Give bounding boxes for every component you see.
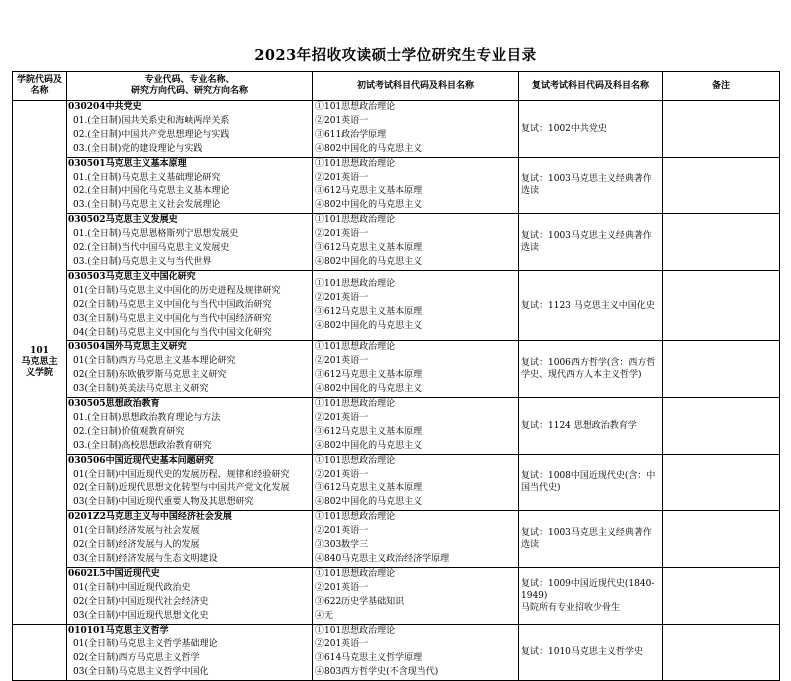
initial-exam-cell bbox=[313, 624, 519, 681]
major-cell bbox=[67, 567, 313, 624]
college-name: 义学院 bbox=[25, 367, 53, 378]
exam-subject: ②201英语一 bbox=[315, 639, 369, 650]
research-direction: 02(全日制)经济发展与人的发展 bbox=[73, 540, 200, 551]
table-row bbox=[13, 454, 780, 511]
header-retest: 复试考试科目代码及科目名称 bbox=[519, 72, 663, 101]
research-direction: 02(全日制)近现代思想文化转型与中国共产党文化发展 bbox=[73, 483, 290, 494]
page-title: 2023年招收攻读硕士学位研究生专业目录 bbox=[254, 47, 537, 64]
research-direction: 01(全日制)经济发展与社会发展 bbox=[73, 526, 200, 537]
exam-subject: ①101思想政治理论 bbox=[315, 568, 396, 579]
research-direction: 01(全日制)马克思主义中国化的历史进程及规律研究 bbox=[73, 285, 281, 296]
research-direction: 01(全日制)中国近现代政治史 bbox=[73, 582, 191, 593]
major-title: 010101马克思主义哲学 bbox=[68, 625, 169, 636]
exam-subject: ④802中国化的马克思主义 bbox=[315, 256, 423, 267]
research-direction: 03(全日制)经济发展与生态文明建设 bbox=[73, 554, 218, 564]
exam-subject: ①101思想政治理论 bbox=[315, 215, 396, 226]
exam-subject: ①101思想政治理论 bbox=[315, 278, 396, 289]
exam-subject: ①101思想政治理论 bbox=[315, 342, 396, 353]
table-header-row bbox=[13, 72, 780, 101]
header-college: 学院代码及 名称 bbox=[13, 72, 67, 101]
table-row bbox=[13, 624, 780, 681]
retest-subject: 复试：1124 思想政治教育学 bbox=[521, 420, 637, 431]
notes-cell bbox=[663, 341, 780, 398]
major-cell bbox=[67, 101, 313, 158]
retest-subject: 复试：1003马克思主义经典著作 bbox=[521, 174, 652, 185]
research-direction: 02(全日制)中国近现代社会经济史 bbox=[73, 596, 209, 607]
notes-cell bbox=[663, 214, 780, 271]
catalog-table bbox=[12, 71, 780, 681]
retest-cell bbox=[519, 567, 663, 624]
research-direction: 03.(全日制)高校思想政治教育研究 bbox=[73, 440, 212, 451]
exam-subject: ②201英语一 bbox=[315, 469, 369, 480]
exam-subject: ①101思想政治理论 bbox=[315, 625, 396, 636]
exam-subject: ②201英语一 bbox=[315, 229, 369, 240]
major-cell bbox=[67, 624, 313, 681]
retest-subject: 国当代史) bbox=[521, 483, 561, 494]
exam-subject: ③622历史学基础知识 bbox=[315, 596, 405, 607]
retest-cell bbox=[519, 341, 663, 398]
retest-subject: 选读 bbox=[521, 186, 540, 197]
exam-subject: ②201英语一 bbox=[315, 172, 369, 183]
retest-subject: 复试：1123 马克思主义中国化史 bbox=[521, 300, 655, 311]
college-code: 101 bbox=[30, 345, 49, 356]
exam-subject: ③614马克思主义哲学原理 bbox=[315, 653, 423, 664]
initial-exam-cell bbox=[313, 454, 519, 511]
retest-subject: 复试：1003马克思主义经典著作 bbox=[521, 528, 652, 539]
exam-subject: ②201英语一 bbox=[315, 115, 369, 126]
retest-subject: 复试：1008中国近现代史(含：中 bbox=[521, 471, 656, 482]
exam-subject: ②201英语一 bbox=[315, 356, 369, 367]
research-direction: 03(全日制)马克思主义中国化与当代中国经济研究 bbox=[73, 313, 272, 324]
retest-cell bbox=[519, 511, 663, 568]
exam-subject: ②201英语一 bbox=[315, 526, 369, 537]
initial-exam-cell bbox=[313, 398, 519, 455]
exam-subject: ①101思想政治理论 bbox=[315, 399, 396, 410]
table-row bbox=[13, 270, 780, 341]
major-title: 030506中国近现代史基本问题研究 bbox=[68, 455, 214, 466]
retest-subject: 复试：1002中共党史 bbox=[521, 123, 607, 134]
initial-exam-cell bbox=[313, 567, 519, 624]
notes-cell bbox=[663, 511, 780, 568]
table-row bbox=[13, 511, 780, 568]
retest-cell bbox=[519, 398, 663, 455]
exam-subject: ③612马克思主义基本原理 bbox=[315, 370, 423, 381]
major-title: 030501马克思主义基本原理 bbox=[68, 158, 187, 169]
notes-cell bbox=[663, 157, 780, 214]
research-direction: 03.(全日制)党的建设理论与实践 bbox=[73, 143, 203, 154]
exam-subject: ③612马克思主义基本原理 bbox=[315, 306, 423, 317]
retest-subject: 1949) bbox=[521, 590, 548, 601]
exam-subject: ③612马克思主义基本原理 bbox=[315, 426, 423, 437]
research-direction: 02(全日制)马克思主义中国化与当代中国政治研究 bbox=[73, 299, 272, 310]
exam-subject: ④803西方哲学史(不含现当代) bbox=[315, 667, 439, 678]
research-direction: 02.(全日制)当代中国马克思主义发展史 bbox=[73, 243, 230, 254]
retest-subject: 复试：1010马克思主义哲学史 bbox=[521, 647, 643, 658]
retest-cell bbox=[519, 157, 663, 214]
exam-subject: ④802中国化的马克思主义 bbox=[315, 440, 423, 451]
initial-exam-cell bbox=[313, 270, 519, 341]
exam-subject: ①101思想政治理论 bbox=[315, 102, 396, 112]
header-major: 专业代码、专业名称、 研究方向代码、研究方向名称 bbox=[67, 72, 313, 101]
header-notes: 备注 bbox=[663, 72, 780, 101]
research-direction: 03.(全日制)马克思主义与当代世界 bbox=[73, 256, 212, 267]
initial-exam-cell bbox=[313, 214, 519, 271]
table-row bbox=[13, 101, 780, 158]
exam-subject: ①101思想政治理论 bbox=[315, 158, 396, 169]
table-row bbox=[13, 214, 780, 271]
exam-subject: ④802中国化的马克思主义 bbox=[315, 384, 423, 395]
initial-exam-cell bbox=[313, 101, 519, 158]
research-direction: 01.(全日制)国共关系史和海峡两岸关系 bbox=[73, 115, 230, 126]
retest-cell bbox=[519, 624, 663, 681]
exam-subject: ④802中国化的马克思主义 bbox=[315, 200, 423, 211]
research-direction: 03(全日制)英美法马克思主义研究 bbox=[73, 384, 209, 395]
retest-subject: 复试：1003马克思主义经典著作 bbox=[521, 231, 652, 242]
table-row bbox=[13, 341, 780, 398]
retest-subject: 选读 bbox=[521, 540, 540, 551]
research-direction: 02(全日制)西方马克思主义哲学 bbox=[73, 653, 200, 664]
retest-cell bbox=[519, 214, 663, 271]
initial-exam-cell bbox=[313, 511, 519, 568]
initial-exam-cell bbox=[313, 341, 519, 398]
exam-subject: ④840马克思主义政治经济学原理 bbox=[315, 554, 450, 564]
retest-subject: 复试：1009中国近现代史(1840- bbox=[521, 578, 655, 589]
major-cell bbox=[67, 511, 313, 568]
retest-subject: 复试：1006西方哲学(含：西方哲 bbox=[521, 358, 656, 369]
exam-subject: ②201英语一 bbox=[315, 292, 369, 303]
exam-subject: ③611政治学原理 bbox=[315, 129, 387, 140]
research-direction: 03(全日制)中国近现代重要人物及其思想研究 bbox=[73, 497, 254, 508]
notes-cell bbox=[663, 567, 780, 624]
college-cell-empty bbox=[13, 624, 67, 681]
notes-cell bbox=[663, 398, 780, 455]
research-direction: 03(全日制)中国近现代思想文化史 bbox=[73, 610, 209, 621]
college-name: 马克思主 bbox=[21, 356, 58, 367]
notes-cell bbox=[663, 101, 780, 158]
table-row bbox=[13, 398, 780, 455]
exam-subject: ④无 bbox=[315, 610, 334, 621]
research-direction: 01.(全日制)马克思恩格斯列宁思想发展史 bbox=[73, 229, 239, 240]
research-direction: 02(全日制)东欧俄罗斯马克思主义研究 bbox=[73, 370, 227, 381]
research-direction: 01(全日制)西方马克思主义基本理论研究 bbox=[73, 356, 236, 367]
notes-cell bbox=[663, 270, 780, 341]
exam-subject: ③612马克思主义基本原理 bbox=[315, 243, 423, 254]
exam-subject: ④802中国化的马克思主义 bbox=[315, 143, 423, 154]
research-direction: 01.(全日制)马克思主义基础理论研究 bbox=[73, 172, 221, 183]
exam-subject: ①101思想政治理论 bbox=[315, 512, 396, 523]
major-title: 030503马克思主义中国化研究 bbox=[68, 271, 196, 282]
exam-subject: ④802中国化的马克思主义 bbox=[315, 320, 423, 331]
research-direction: 02.(全日制)中国共产党思想理论与实践 bbox=[73, 129, 230, 140]
major-title: 030505思想政治教育 bbox=[68, 399, 160, 410]
retest-cell bbox=[519, 454, 663, 511]
exam-subject: ③612马克思主义基本原理 bbox=[315, 186, 423, 197]
research-direction: 02.(全日制)中国化马克思主义基本理论 bbox=[73, 186, 230, 197]
table-row bbox=[13, 567, 780, 624]
retest-subject: 选读 bbox=[521, 243, 540, 254]
research-direction: 02.(全日制)价值观教育研究 bbox=[73, 426, 185, 437]
notes-cell bbox=[663, 454, 780, 511]
major-title: 030204中共党史 bbox=[68, 102, 142, 112]
major-cell bbox=[67, 454, 313, 511]
initial-exam-cell bbox=[313, 157, 519, 214]
header-initial-exam: 初试考试科目代码及科目名称 bbox=[313, 72, 519, 101]
research-direction: 01.(全日制)思想政治教育理论与方法 bbox=[73, 412, 221, 423]
major-cell bbox=[67, 341, 313, 398]
retest-subject: 马院所有专业招收少骨生 bbox=[521, 602, 621, 613]
research-direction: 03(全日制)马克思主义哲学中国化 bbox=[73, 667, 209, 678]
table-row bbox=[13, 157, 780, 214]
major-title: 0201Z2马克思主义与中国经济社会发展 bbox=[68, 512, 232, 523]
college-cell bbox=[13, 101, 67, 625]
exam-subject: ④802中国化的马克思主义 bbox=[315, 497, 423, 508]
retest-cell bbox=[519, 270, 663, 341]
retest-subject: 学史、现代西方人本主义哲学) bbox=[521, 370, 642, 381]
major-cell bbox=[67, 157, 313, 214]
major-cell bbox=[67, 398, 313, 455]
exam-subject: ③612马克思主义基本原理 bbox=[315, 483, 423, 494]
exam-subject: ②201英语一 bbox=[315, 412, 369, 423]
major-title: 0602L5中国近现代史 bbox=[68, 568, 160, 579]
exam-subject: ①101思想政治理论 bbox=[315, 455, 396, 466]
research-direction: 01(全日制)马克思主义哲学基础理论 bbox=[73, 639, 218, 650]
exam-subject: ③303数学三 bbox=[315, 540, 369, 551]
major-title: 030502马克思主义发展史 bbox=[68, 215, 178, 226]
research-direction: 04(全日制)马克思主义中国化与当代中国文化研究 bbox=[73, 327, 272, 338]
major-cell bbox=[67, 270, 313, 341]
exam-subject: ②201英语一 bbox=[315, 582, 369, 593]
retest-cell bbox=[519, 101, 663, 158]
major-title: 030504国外马克思主义研究 bbox=[68, 342, 187, 353]
research-direction: 03.(全日制)马克思主义社会发展理论 bbox=[73, 200, 221, 211]
research-direction: 01(全日制)中国近现代史的发展历程、规律和经验研究 bbox=[73, 469, 290, 480]
major-cell bbox=[67, 214, 313, 271]
notes-cell bbox=[663, 624, 780, 681]
